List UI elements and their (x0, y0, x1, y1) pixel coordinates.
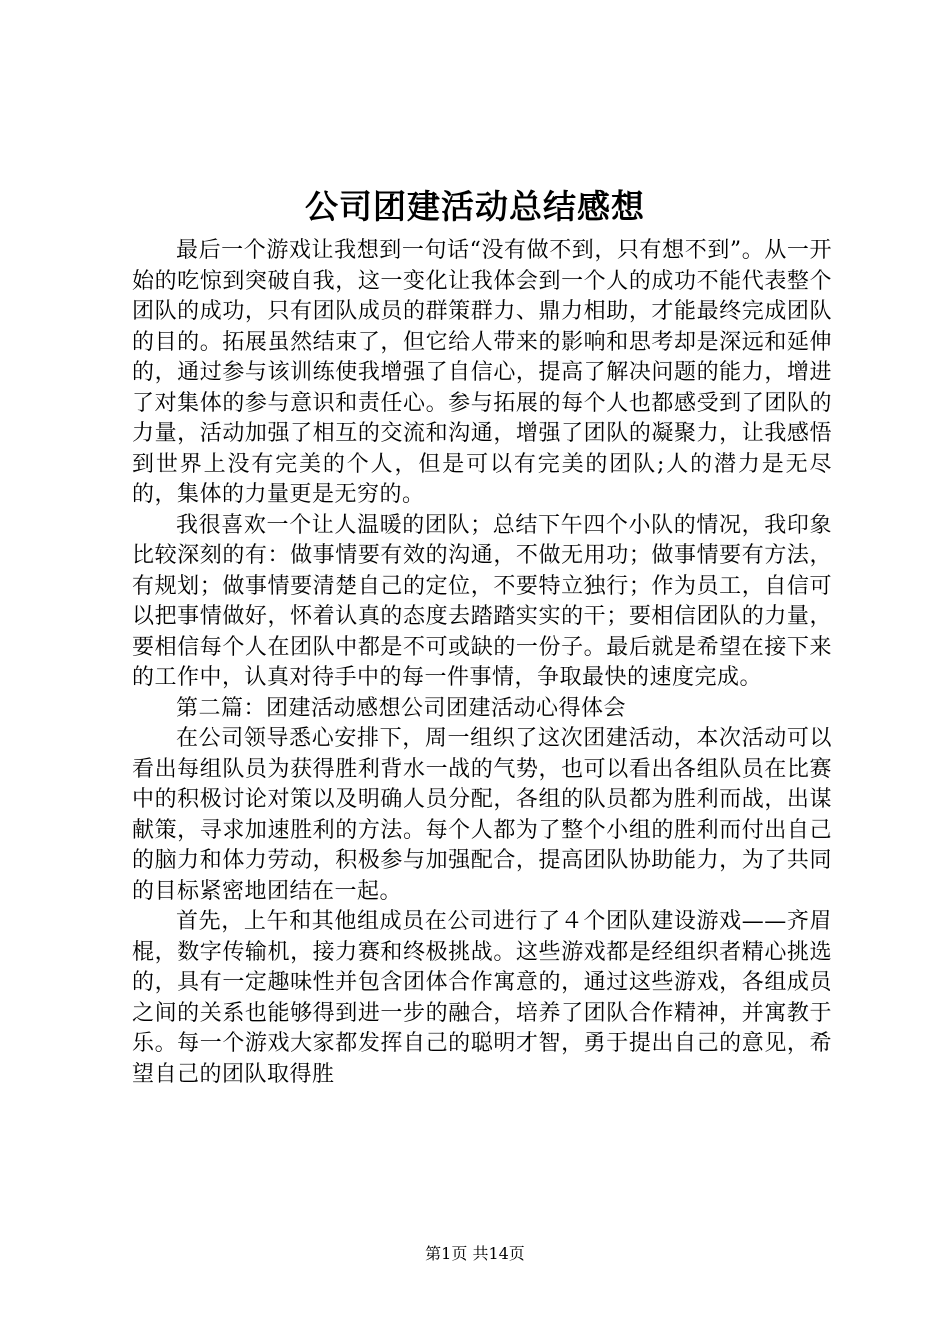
document-body (132, 236, 832, 1090)
document-title: 公司团建活动总结感想 (305, 187, 645, 226)
section-heading: 第二篇：团建活动感想公司团建活动心得体会 (176, 695, 627, 721)
page-number-footer: 第1页 共14页 (425, 1244, 525, 1263)
paragraph-2: 我很喜欢一个让人温暖的团队；总结下午四个小队的情况，我印象比较深刻的有：做事情要有效的沟通，不做无用功；做事情要有方法，有规划；做事情要清楚自己的定位，不要特立独行；作为员工，自信可以把事情做好，怀着认真的态度去踏踏实实的干；要相信团队的力量，要相信每个人在团队中都是不可或缺的一份子。最后就是希望在接下来的工作中，认真对待手中的每一件事情，争取最快的速度完成。 (132, 512, 832, 690)
paragraph-4: 首先，上午和其他组成员在公司进行了４个团队建设游戏——齐眉棍，数字传输机，接力赛和终极挑战。这些游戏都是经组织者精心挑选的，具有一定趣味性并包含团体合作寓意的，通过这些游戏，各组成员之间的关系也能够得到进一步的融合，培养了团队合作精神，并寓教于乐。每一个游戏大家都发挥自己的聪明才智，勇于提出自己的意见，希望自己的团队取得胜 (132, 909, 832, 1087)
paragraph-1: 最后一个游戏让我想到一句话“没有做不到，只有想不到”。从一开始的吃惊到突破自我，这一变化让我体会到一个人的成功不能代表整个团队的成功，只有团队成员的群策群力、鼎力相助，才能最终完成团队的目的。拓展虽然结束了，但它给人带来的影响和思考却是深远和延伸的，通过参与该训练使我增强了自信心，提高了解决问题的能力，增进了对集体的参与意识和责任心。参与拓展的每个人也都感受到了团队的力量，活动加强了相互的交流和沟通，增强了团队的凝聚力，让我感悟到世界上没有完美的个人，但是可以有完美的团队;人的潜力是无尽的，集体的力量更是无穷的。 (132, 238, 832, 507)
paragraph-3: 在公司领导悉心安排下，周一组织了这次团建活动，本次活动可以看出每组队员为获得胜利背水一战的气势，也可以看出各组队员在比赛中的积极讨论对策以及明确人员分配，各组的队员都为胜利而战，出谋献策，寻求加速胜利的方法。每个人都为了整个小组的胜利而付出自己的脑力和体力劳动，积极参与加强配合，提高团队协助能力，为了共同的目标紧密地团结在一起。 (132, 726, 832, 904)
